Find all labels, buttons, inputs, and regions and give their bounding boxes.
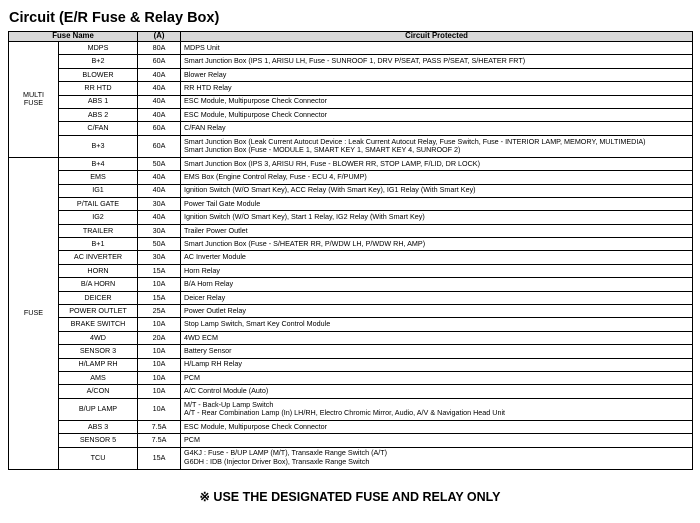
- circuit-line: Power Tail Gate Module: [184, 198, 261, 208]
- group-label-line: MULTI: [22, 89, 45, 99]
- circuit-line: RR HTD Relay: [184, 83, 232, 93]
- group-label-line: FUSE: [23, 98, 44, 108]
- amp-cell: 20A: [138, 331, 181, 344]
- table-row: [9, 68, 693, 81]
- table-row: [9, 42, 693, 55]
- circuit-cell: [181, 264, 693, 277]
- circuit-cell: [181, 82, 693, 95]
- amp-cell: 10A: [138, 318, 181, 331]
- circuit-line: Ignition Switch (W/O Smart Key), ACC Relay (With Smart Key), IG1 Relay (With Smart Key): [184, 185, 476, 195]
- circuit-line: G4KJ : Fuse - B/UP LAMP (M/T), Transaxle Range Switch (A/T): [184, 448, 388, 458]
- circuit-line: ESC Module, Multipurpose Check Connector: [184, 96, 328, 106]
- table-row: [9, 331, 693, 344]
- circuit-cell: [181, 385, 693, 398]
- amp-cell: 60A: [138, 122, 181, 135]
- circuit-cell: [181, 55, 693, 68]
- footer-note: ※ USE THE DESIGNATED FUSE AND RELAY ONLY: [199, 490, 501, 504]
- fuse-name-cell: RR HTD: [59, 82, 138, 95]
- circuit-cell: [181, 171, 693, 184]
- circuit-cell: [181, 447, 693, 469]
- table-header-row: [9, 32, 693, 42]
- header-fuse-name: Fuse Name: [9, 32, 138, 42]
- group-label-line: FUSE: [23, 307, 44, 317]
- circuit-line: AC Inverter Module: [184, 252, 246, 262]
- circuit-line: Blower Relay: [184, 69, 227, 79]
- amp-cell: 50A: [138, 238, 181, 251]
- circuit-cell: [181, 331, 693, 344]
- table-row: [9, 358, 693, 371]
- fuse-name-cell: BLOWER: [59, 68, 138, 81]
- table-row: [9, 95, 693, 108]
- fuse-name-cell: B+2: [59, 55, 138, 68]
- fuse-name-cell: B+4: [59, 157, 138, 170]
- circuit-line: Smart Junction Box (IPS 3, ARISU RH, Fuse - BLOWER RR, STOP LAMP, F/LID, DR LOCK): [184, 158, 480, 168]
- circuit-line: B/A Horn Relay: [184, 279, 234, 289]
- fuse-name-cell: HORN: [59, 264, 138, 277]
- circuit-cell: [181, 398, 693, 420]
- fuse-name-cell: TCU: [59, 447, 138, 469]
- table-row: [9, 305, 693, 318]
- circuit-line: Smart Junction Box (Fuse - S/HEATER RR, P/WDW LH, P/WDW RH, AMP): [184, 238, 426, 248]
- fuse-name-cell: ABS 2: [59, 108, 138, 121]
- fuse-name-cell: AC INVERTER: [59, 251, 138, 264]
- circuit-line: EMS Box (Engine Control Relay, Fuse - ECU 4, F/PUMP): [184, 172, 367, 182]
- table-row: [9, 318, 693, 331]
- table-row: [9, 157, 693, 170]
- table-row: [9, 385, 693, 398]
- circuit-line: Power Outlet Relay: [184, 305, 246, 315]
- header-amp: (A): [138, 32, 181, 42]
- circuit-line: 4WD ECM: [184, 332, 218, 342]
- circuit-cell: [181, 291, 693, 304]
- circuit-cell: [181, 211, 693, 224]
- amp-cell: 30A: [138, 251, 181, 264]
- amp-cell: 30A: [138, 197, 181, 210]
- fuse-name-cell: POWER OUTLET: [59, 305, 138, 318]
- amp-cell: 7.5A: [138, 434, 181, 447]
- amp-cell: 40A: [138, 211, 181, 224]
- table-row: [9, 184, 693, 197]
- fuse-name-cell: B+1: [59, 238, 138, 251]
- circuit-line: Ignition Switch (W/O Smart Key), Start 1 Relay, IG2 Relay (With Smart Key): [184, 212, 425, 222]
- table-row: [9, 398, 693, 420]
- fuse-name-cell: SENSOR 5: [59, 434, 138, 447]
- table-row: [9, 224, 693, 237]
- fuse-name-cell: ABS 1: [59, 95, 138, 108]
- circuit-cell: [181, 420, 693, 433]
- circuit-cell: [181, 108, 693, 121]
- fuse-name-cell: C/FAN: [59, 122, 138, 135]
- fuse-name-cell: H/LAMP RH: [59, 358, 138, 371]
- amp-cell: 10A: [138, 358, 181, 371]
- fuse-name-cell: SENSOR 3: [59, 345, 138, 358]
- table-row: [9, 122, 693, 135]
- circuit-line: Horn Relay: [184, 265, 220, 275]
- circuit-line: PCM: [184, 435, 200, 445]
- circuit-cell: [181, 197, 693, 210]
- circuit-line: A/T - Rear Combination Lamp (In) LH/RH, Electro Chromic Mirror, Audio, A/V & Navigation Head Unit: [184, 408, 506, 418]
- circuit-cell: [181, 157, 693, 170]
- circuit-cell: [181, 184, 693, 197]
- fuse-name-cell: MDPS: [59, 42, 138, 55]
- circuit-line: M/T - Back-Up Lamp Switch: [184, 399, 274, 409]
- amp-cell: 10A: [138, 371, 181, 384]
- circuit-line: H/Lamp RH Relay: [184, 359, 242, 369]
- header-circuit: Circuit Protected: [181, 32, 693, 42]
- circuit-cell: [181, 122, 693, 135]
- fuse-name-cell: EMS: [59, 171, 138, 184]
- amp-cell: 50A: [138, 157, 181, 170]
- fuse-name-cell: DEICER: [59, 291, 138, 304]
- fuse-name-cell: B/A HORN: [59, 278, 138, 291]
- circuit-cell: [181, 135, 693, 157]
- table-row: [9, 278, 693, 291]
- circuit-cell: [181, 305, 693, 318]
- circuit-line: Smart Junction Box (Leak Current Autocut Device : Leak Current Autocut Relay, Fuse Switch, Fuse - INTERIOR LAMP, MEMORY, MULTIMEDIA): [184, 136, 646, 146]
- circuit-cell: [181, 68, 693, 81]
- table-row: [9, 447, 693, 469]
- table-row: [9, 291, 693, 304]
- amp-cell: 15A: [138, 291, 181, 304]
- amp-cell: 10A: [138, 345, 181, 358]
- table-row: [9, 434, 693, 447]
- circuit-line: PCM: [184, 372, 200, 382]
- circuit-cell: [181, 345, 693, 358]
- table-row: [9, 238, 693, 251]
- group-label: [9, 42, 59, 158]
- circuit-line: Deicer Relay: [184, 292, 226, 302]
- circuit-cell: [181, 358, 693, 371]
- amp-cell: 15A: [138, 447, 181, 469]
- amp-cell: 7.5A: [138, 420, 181, 433]
- circuit-line: ESC Module, Multipurpose Check Connector: [184, 109, 328, 119]
- fuse-name-cell: BRAKE SWITCH: [59, 318, 138, 331]
- amp-cell: 40A: [138, 82, 181, 95]
- fuse-table-body: [9, 42, 693, 470]
- fuse-name-cell: A/CON: [59, 385, 138, 398]
- table-row: [9, 264, 693, 277]
- circuit-line: A/C Control Module (Auto): [184, 386, 269, 396]
- amp-cell: 40A: [138, 68, 181, 81]
- amp-cell: 30A: [138, 224, 181, 237]
- circuit-cell: [181, 251, 693, 264]
- table-row: [9, 171, 693, 184]
- page-title: Circuit (E/R Fuse & Relay Box): [9, 10, 220, 26]
- group-label: [9, 157, 59, 469]
- circuit-cell: [181, 95, 693, 108]
- circuit-cell: [181, 318, 693, 331]
- circuit-line: MDPS Unit: [184, 42, 220, 52]
- fuse-name-cell: IG1: [59, 184, 138, 197]
- circuit-cell: [181, 224, 693, 237]
- amp-cell: 10A: [138, 398, 181, 420]
- table-row: [9, 371, 693, 384]
- fuse-name-cell: IG2: [59, 211, 138, 224]
- circuit-cell: [181, 238, 693, 251]
- circuit-line: Stop Lamp Switch, Smart Key Control Module: [184, 319, 331, 329]
- table-row: [9, 197, 693, 210]
- circuit-line: ESC Module, Multipurpose Check Connector: [184, 421, 328, 431]
- amp-cell: 60A: [138, 135, 181, 157]
- circuit-line: C/FAN Relay: [184, 123, 226, 133]
- circuit-cell: [181, 371, 693, 384]
- circuit-cell: [181, 434, 693, 447]
- circuit-cell: [181, 278, 693, 291]
- amp-cell: 40A: [138, 171, 181, 184]
- fuse-name-cell: B+3: [59, 135, 138, 157]
- amp-cell: 25A: [138, 305, 181, 318]
- table-row: [9, 82, 693, 95]
- fuse-table: [8, 31, 693, 470]
- amp-cell: 10A: [138, 385, 181, 398]
- circuit-line: Trailer Power Outlet: [184, 225, 248, 235]
- amp-cell: 80A: [138, 42, 181, 55]
- table-row: [9, 420, 693, 433]
- circuit-line: Battery Sensor: [184, 346, 232, 356]
- fuse-name-cell: B/UP LAMP: [59, 398, 138, 420]
- fuse-name-cell: TRAILER: [59, 224, 138, 237]
- circuit-line: Smart Junction Box (Fuse - MODULE 1, SMART KEY 1, SMART KEY 4, SUNROOF 2): [184, 145, 461, 155]
- table-row: [9, 345, 693, 358]
- amp-cell: 40A: [138, 108, 181, 121]
- circuit-line: Smart Junction Box (IPS 1, ARISU LH, Fuse - SUNROOF 1, DRV P/SEAT, PASS P/SEAT, S/HEATER FRT): [184, 56, 526, 66]
- table-row: [9, 135, 693, 157]
- table-row: [9, 211, 693, 224]
- fuse-name-cell: AMS: [59, 371, 138, 384]
- fuse-name-cell: 4WD: [59, 331, 138, 344]
- amp-cell: 40A: [138, 184, 181, 197]
- table-row: [9, 251, 693, 264]
- fuse-name-cell: ABS 3: [59, 420, 138, 433]
- amp-cell: 15A: [138, 264, 181, 277]
- table-row: [9, 55, 693, 68]
- circuit-cell: [181, 42, 693, 55]
- amp-cell: 40A: [138, 95, 181, 108]
- circuit-line: G6DH : IDB (Injector Driver Box), Transaxle Range Switch: [184, 457, 370, 467]
- amp-cell: 10A: [138, 278, 181, 291]
- table-row: [9, 108, 693, 121]
- fuse-name-cell: P/TAIL GATE: [59, 197, 138, 210]
- amp-cell: 60A: [138, 55, 181, 68]
